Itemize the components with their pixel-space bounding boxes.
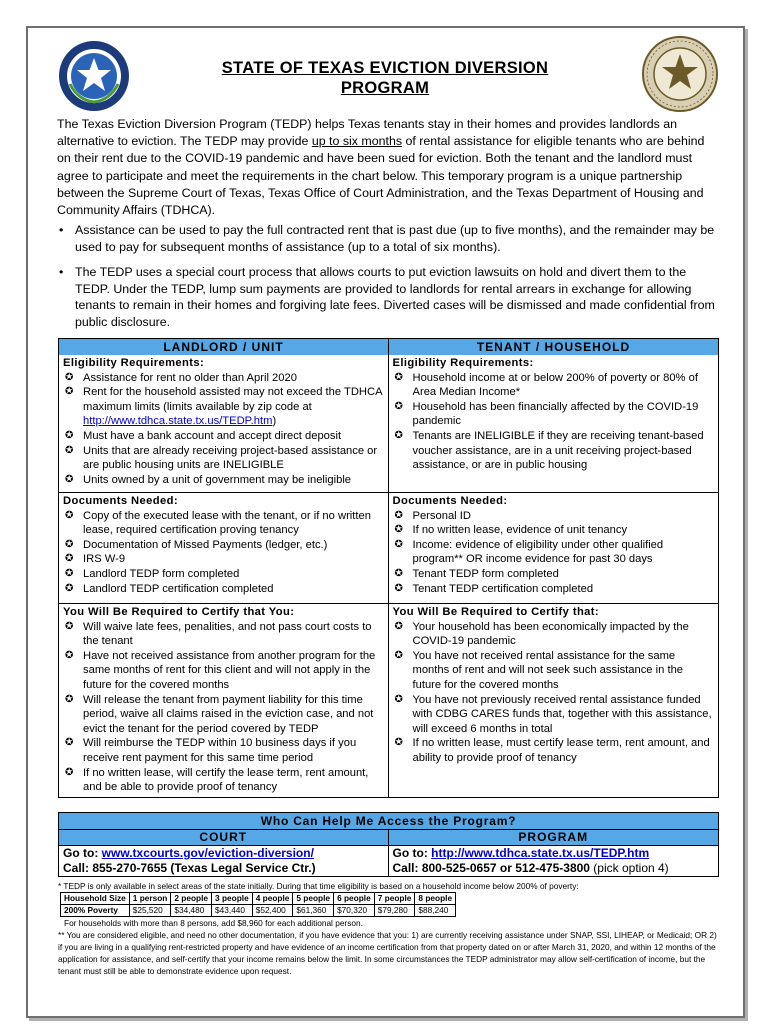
list-item: ✪ IRS W-9 <box>63 552 384 567</box>
landlord-eligibility <box>59 355 388 492</box>
list-item: ✪ If no written lease, evidence of unit tenancy <box>393 523 715 538</box>
tenant-header: TENANT / HOUSEHOLD <box>476 340 631 354</box>
table-cell: 6 people <box>334 893 375 905</box>
list-item: ✪ Will waive late fees, penalities, and not pass court costs to the tenant <box>63 620 384 649</box>
table-cell: 2 people <box>171 893 212 905</box>
list-item: ✪ Assistance for rent no older than April 2020 <box>63 371 384 386</box>
table-cell: $43,440 <box>212 905 253 917</box>
requirements-header-row <box>59 339 718 355</box>
list-item: ✪ Household income at or below 200% of poverty or 80% of Area Median Income* <box>393 371 715 400</box>
program-goto <box>389 846 719 861</box>
list-item: ✪ Landlord TEDP form completed <box>63 567 384 582</box>
table-cell: $52,400 <box>252 905 293 917</box>
list-item: ✪ If no written lease, will certify the lease term, rent amount, and be able to provide proof of tenancy <box>63 766 384 795</box>
access-title: Who Can Help Me Access the Program? <box>59 813 718 830</box>
footnotes <box>58 880 722 977</box>
intro-text-2: of rental assistance for eligible tenants who are behind on their rent due to the COVID-19 pandemic and have been sued for eviction. Both the tenant and the landlord must agree to participate and meet the requirements in the chart below. This temporary program is a unique partnership between the Supreme Court of Texas, Texas Office of Court Administration, and the Texas Department of Housing and Community Affairs (TDHCA). <box>57 134 705 218</box>
tenant-documents <box>389 492 719 603</box>
list-item: ✪ Have not received assistance from another program for the same months of rent for this client and will not apply in the future for the covered months <box>63 649 384 693</box>
program-call <box>389 861 719 876</box>
table-cell: 8 people <box>415 893 456 905</box>
tenant-certify <box>389 603 719 768</box>
bullet-item: • Assistance can be used to pay the full contracted rent that is past due (up to five months), and the remainder may be used to pay for subsequent months of assistance (up to a total of six months). <box>55 222 715 255</box>
court-goto <box>59 846 389 861</box>
goto-label: Go to: <box>392 846 432 860</box>
list-item: ✪ Tenants are INELIGIBLE if they are receiving tenant-based voucher assistance, are in a unit receiving project-based assistance, or are in public housing <box>393 429 715 473</box>
list-item <box>63 385 384 429</box>
list-item: ✪ Copy of the executed lease with the tenant, or if no written lease, required certification proving tenancy <box>63 509 384 538</box>
table-cell: $61,360 <box>293 905 334 917</box>
list-item: ✪ Income: evidence of eligibility under other qualified program** OR income evidence for past 30 days <box>393 538 715 567</box>
intro-text-1: The Texas Eviction Diversion Program (TEDP) helps Texas tenants stay in their homes and provides landlords an alternative to eviction. The TEDP may provide <box>57 117 678 149</box>
requirements-table <box>58 338 719 798</box>
list-item: ✪ Your household has been economically impacted by the COVID-19 pandemic <box>393 620 715 649</box>
program-call-number: Call: 800-525-0657 or 512-475-3800 <box>392 861 590 875</box>
bullet-item: • The TEDP uses a special court process that allows courts to put eviction lawsuits on hold and divert them to the TEDP. Under the TEDP, lump sum payments are provided to landlords for rental arrears in exchange for allowing tenants to remain in their homes and forgiving late fees. Diverted cases will be dismissed and made confidential from public disclosure. <box>55 264 715 330</box>
double-asterisk-note: ** You are considered eligible, and need no other documentation, if you have evidence that you: 1) are currently receiving assistance under SNAP, SSI, LIHEAP, or Medicaid; OR 2) if you are living in a qualifying rent-restricted property and have evidence of an income certification from that property dated on or after March 31, 2020, and within 12 months of the application for assistance, and self-certify that your income remains below the limit. In some circumstances the TEDP administrator may allow self-certification of income, but the tenant must still be able to demonstrate evidence upon request. <box>58 930 717 976</box>
section-title: Documents Needed: <box>63 495 178 507</box>
section-title: You Will Be Required to Certify that: <box>392 606 600 618</box>
landlord-certify <box>59 603 388 797</box>
list-item-close: ) <box>272 415 277 428</box>
court-url-link[interactable]: www.txcourts.gov/eviction-diversion/ <box>101 846 314 860</box>
table-cell: 7 people <box>374 893 415 905</box>
section-title: Eligibility Requirements: <box>392 357 534 369</box>
landlord-header: LANDLORD / UNIT <box>59 339 389 355</box>
list-item: ✪ Tenant TEDP form completed <box>393 567 715 582</box>
asterisk-note: * TEDP is only available in select areas of the state initially. During that time eligibility is based on a household income below 200% of poverty: <box>58 881 579 891</box>
poverty-header-row <box>61 893 456 905</box>
tdhca-link[interactable]: http://www.tdhca.state.tx.us/TEDP.htm <box>83 415 273 428</box>
landlord-documents <box>59 492 388 603</box>
list-item: ✪ You have not received rental assistance for the same months of rent and will not seek such assistance in the future for the covered months <box>393 649 715 693</box>
court-header: COURT <box>59 830 389 846</box>
list-item: ✪ Tenant TEDP certification completed <box>393 582 715 597</box>
table-cell: $34,480 <box>171 905 212 917</box>
section-title: Eligibility Requirements: <box>63 357 205 369</box>
table-cell: $25,520 <box>129 905 171 917</box>
section-title: You Will Be Required to Certify that You: <box>63 606 295 618</box>
intro-paragraph <box>57 116 717 219</box>
goto-label: Go to: <box>63 846 102 860</box>
list-item: ✪ Documentation of Missed Payments (ledger, etc.) <box>63 538 384 553</box>
title-line-1: STATE OF TEXAS EVICTION DIVERSION <box>221 59 549 77</box>
list-item: ✪ Will release the tenant from payment liability for this time period, waive all claims raised in the eviction case, and not evict the tenant for the period covered by TEDP <box>63 693 384 737</box>
list-item: ✪ Landlord TEDP certification completed <box>63 582 384 597</box>
table-cell: 4 people <box>252 893 293 905</box>
intro-emphasis: up to six months <box>311 134 403 149</box>
table-cell: 200% Poverty <box>61 905 130 917</box>
list-item: ✪ If no written lease, must certify lease term, rent amount, and ability to provide proof of tenancy <box>393 736 715 765</box>
table-cell: 1 person <box>129 893 171 905</box>
list-item: ✪ Units owned by a unit of government may be ineligible <box>63 473 384 488</box>
intro-bullets <box>55 222 715 340</box>
table-cell: 3 people <box>212 893 253 905</box>
list-item: ✪ Will reimburse the TEDP within 10 business days if you receive rent payment for this same time period <box>63 736 384 765</box>
extra-person-note: For households with more than 8 persons, add $8,960 for each additional person. <box>64 918 363 928</box>
list-item: ✪ You have not previously received rental assistance funded with CDBG CARES funds that, together with this assistance, will exceed 6 months in total <box>393 693 715 737</box>
document-title <box>0 58 770 98</box>
list-item: ✪ Household has been financially affected by the COVID-19 pandemic <box>393 400 715 429</box>
table-cell: $70,320 <box>334 905 375 917</box>
table-cell: $79,280 <box>374 905 415 917</box>
table-cell: Household Size <box>61 893 130 905</box>
list-item: ✪ Personal ID <box>393 509 715 524</box>
list-item: ✪ Units that are already receiving project-based assistance or are public housing units are INELIGIBLE <box>63 444 384 473</box>
poverty-table <box>60 892 456 917</box>
landlord-column <box>59 355 389 797</box>
poverty-value-row <box>61 905 456 917</box>
title-line-2: PROGRAM <box>340 79 430 97</box>
access-table <box>58 812 719 877</box>
program-call-note: (pick option 4) <box>589 861 669 875</box>
list-item: ✪ Must have a bank account and accept direct deposit <box>63 429 384 444</box>
tenant-column <box>389 355 719 797</box>
table-cell: $88,240 <box>415 905 456 917</box>
section-title: Documents Needed: <box>392 495 508 507</box>
court-call: Call: 855-270-7655 (Texas Legal Service Ctr.) <box>59 861 389 876</box>
list-item-text: Rent for the household assisted may not exceed the TDHCA maximum limits (limits available by zip code at <box>83 386 382 413</box>
tenant-eligibility <box>389 355 719 492</box>
table-cell: 5 people <box>293 893 334 905</box>
program-header: PROGRAM <box>389 830 719 846</box>
program-url-link[interactable]: http://www.tdhca.state.tx.us/TEDP.htm <box>431 846 650 860</box>
